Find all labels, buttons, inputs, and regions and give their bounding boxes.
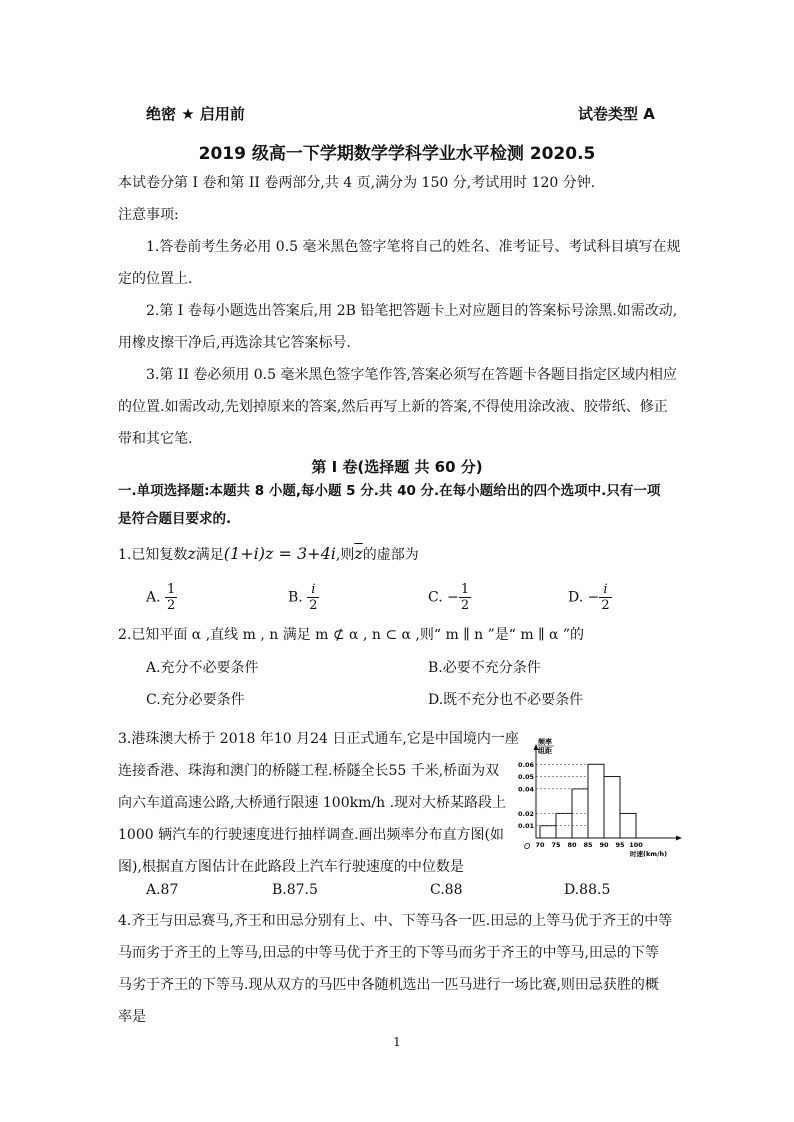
section-title: 第 I 卷(选择题 共 60 分) <box>311 458 483 476</box>
question-1-stem <box>118 543 419 566</box>
note-3-line-2: 的位置.如需改动,先划掉原来的答案,然后再写上新的答案,不得使用涂改液、胶带纸、修正 <box>118 399 668 415</box>
question-3-line-4: 1000 辆汽车的行驶速度进行抽样调查.画出频率分布直方图(如 <box>118 827 504 843</box>
q1-option-a[interactable] <box>146 582 177 613</box>
y-axis-label-top: 频率 <box>538 738 552 746</box>
question-2-stem: 2.已知平面 α ,直线 m , n 满足 m ⊄ α , n ⊂ α ,则“ m ∥ n ”是“ m ∥ α ”的 <box>118 627 585 643</box>
q1-option-d[interactable] <box>568 582 612 613</box>
q2-option-c[interactable]: C.充分必要条件 <box>146 692 245 708</box>
q1-stem-part: 满足 <box>195 547 224 563</box>
y-axis-label-bottom: 组距 <box>538 747 552 755</box>
fraction-denominator: 2 <box>601 598 610 613</box>
q1-stem-part: ,则 <box>335 547 355 563</box>
q1-option-c[interactable] <box>428 582 471 613</box>
origin-label: O <box>524 842 531 851</box>
option-label: D. <box>568 589 584 606</box>
option-fraction <box>459 582 471 613</box>
question-4-line-1: 4.齐王与田忌赛马,齐王和田忌分别有上、中、下等马各一匹.田忌的上等马优于齐王的中等 <box>118 913 673 929</box>
fraction-denominator: 2 <box>309 598 318 613</box>
x-tick-label: 85 <box>583 841 593 849</box>
q2-option-a[interactable]: A.充分不必要条件 <box>146 660 259 676</box>
option-label: C. <box>428 589 443 606</box>
question-4-line-3: 马劣于齐王的下等马.现从双方的马匹中各随机选出一匹马进行一场比赛,则田忌获胜的概 <box>118 977 659 993</box>
section-desc-line-2: 是符合题目要求的. <box>118 511 232 527</box>
fraction-numerator: i <box>307 582 319 598</box>
note-2-line-2: 用橡皮擦干净后,再选涂其它答案标号. <box>118 335 351 351</box>
note-1-line-1: 1.答卷前考生务必用 0.5 毫米黑色签字笔将自己的姓名、准考证号、考试科目填写在规 <box>146 239 681 255</box>
q2-option-d[interactable]: D.既不充分也不必要条件 <box>428 692 584 708</box>
q1-formula: (1+i)z = 3+4i <box>223 544 336 563</box>
option-sign: − <box>587 589 600 606</box>
x-tick-label: 90 <box>599 841 609 849</box>
question-4-line-4: 率是 <box>118 1009 146 1025</box>
fraction-denominator: 2 <box>460 598 470 613</box>
q1-var-zbar: $\overline{z}$ <box>354 544 363 563</box>
fraction-numerator: 1 <box>167 582 176 597</box>
q1-option-b[interactable] <box>288 582 319 613</box>
histogram-bar-70-75 <box>540 826 556 838</box>
fraction-numerator: 1 <box>460 582 470 597</box>
x-tick-label: 75 <box>551 841 561 849</box>
q1-stem-part: 1.已知复数 <box>118 547 188 563</box>
y-tick-label: 0.04 <box>517 785 534 794</box>
y-tick-label: 0.01 <box>517 822 534 831</box>
option-label: B. <box>288 589 303 606</box>
y-tick-labels <box>518 761 535 830</box>
option-fraction <box>599 582 611 613</box>
x-axis-arrow <box>676 836 682 841</box>
option-fraction <box>307 582 319 613</box>
x-axis-label: 时速(km/h) <box>630 850 668 858</box>
histogram-bar-85-90 <box>588 764 604 838</box>
x-tick-label: 100 <box>629 841 643 849</box>
q3-option-a[interactable]: A.87 <box>146 882 179 898</box>
section-desc-line-1: 一.单项选择题:本题共 8 小题,每小题 5 分.共 40 分.在每小题给出的四个选项中.只有一项 <box>118 483 661 499</box>
q3-option-c[interactable]: C.88 <box>430 882 463 898</box>
histogram-bar-95-100 <box>620 813 636 838</box>
y-tick-label: 0.06 <box>517 760 534 769</box>
option-fraction <box>165 582 177 613</box>
question-3-line-2: 连接香港、珠海和澳门的桥隧工程.桥隧全长55 千米,桥面为双 <box>118 763 500 779</box>
q1-var-z: z <box>187 544 196 563</box>
y-tick-label: 0.05 <box>517 773 534 782</box>
exam-title: 2019 级高一下学期数学学科学业水平检测 2020.5 <box>198 144 596 164</box>
page-number: 1 <box>393 1035 401 1049</box>
note-2-line-1: 2.第 I 卷每小题选出答案后,用 2B 铅笔把答题卡上对应题目的答案标号涂黑.如需改动, <box>146 303 678 319</box>
x-tick-labels <box>535 841 643 849</box>
fraction-denominator: 2 <box>167 598 176 613</box>
x-tick-label: 80 <box>567 841 577 849</box>
histogram-bars <box>540 764 636 838</box>
y-tick-label: 0.02 <box>517 809 534 818</box>
note-3-line-3: 带和其它笔. <box>118 431 193 447</box>
q1-stem-part: 的虚部为 <box>362 547 419 563</box>
option-sign: − <box>447 589 459 606</box>
paper-type: 试卷类型 A <box>578 105 655 123</box>
q3-option-b[interactable]: B.87.5 <box>272 882 318 898</box>
confidential-mark: 绝密 ★ 启用前 <box>146 105 245 123</box>
x-tick-label: 70 <box>535 841 545 849</box>
q3-option-d[interactable]: D.88.5 <box>564 882 611 898</box>
option-label: A. <box>146 589 161 606</box>
notes-heading: 注意事项: <box>118 207 179 223</box>
question-4-line-2: 马而劣于齐王的上等马,田忌的中等马优于齐王的下等马而劣于齐王的中等马,田忌的下等 <box>118 945 659 961</box>
intro-text: 本试卷分第 I 卷和第 II 卷两部分,共 4 页,满分为 150 分,考试用时 120 分钟. <box>118 175 596 191</box>
fraction-numerator: i <box>599 582 611 598</box>
histogram-bar-90-95 <box>604 777 620 838</box>
frequency-histogram <box>506 738 684 862</box>
note-1-line-2: 定的位置上. <box>118 271 193 287</box>
question-3-line-3: 向六车道高速公路,大桥通行限速 100km/h .现对大桥某路段上 <box>118 795 507 811</box>
x-tick-label: 95 <box>615 841 625 849</box>
note-3-line-1: 3.第 II 卷必须用 0.5 毫米黑色签字笔作答,答案必须写在答题卡各题目指定区域内相应 <box>146 367 677 383</box>
question-3-line-5: 图),根据直方图估计在此路段上汽车行驶速度的中位数是 <box>118 859 464 875</box>
question-3-line-1: 3.港珠澳大桥于 2018 年10 月24 日正式通车,它是中国境内一座 <box>118 731 519 747</box>
q2-option-b[interactable]: B.必要不充分条件 <box>428 660 541 676</box>
